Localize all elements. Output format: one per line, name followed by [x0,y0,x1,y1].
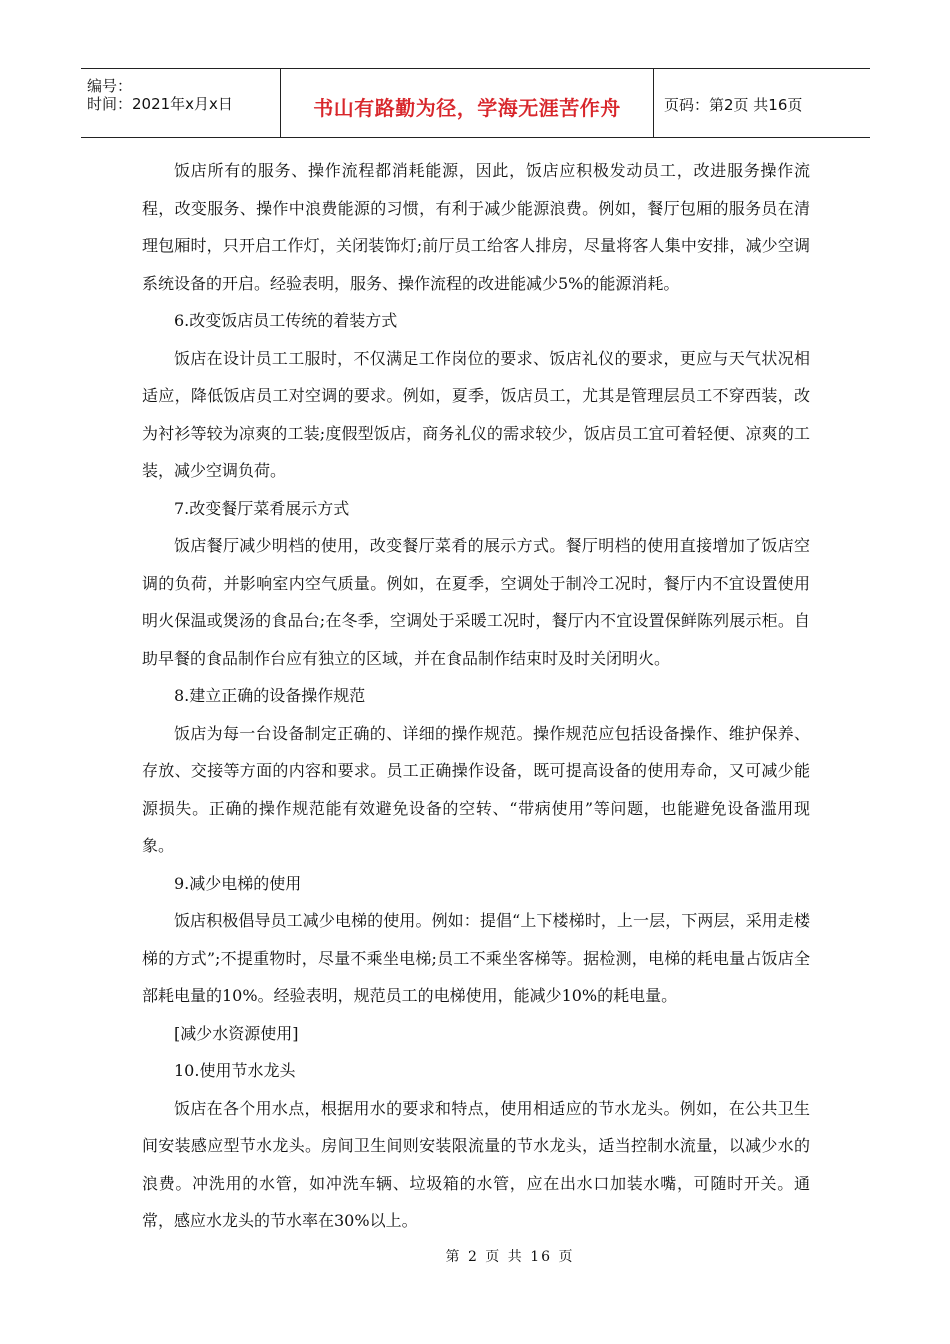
header-page-cell [654,69,870,137]
section-heading-6: 6.改变饭店员工传统的着装方式 [174,311,398,330]
page-footer: 第 2 页 共 16 页 [445,1249,575,1265]
document-body [142,152,810,1240]
paragraph: 饭店所有的服务、操作流程都消耗能源，因此，饭店应积极发动员工，改进服务操作流程，改变服务、操作中浪费能源的习惯，有利于减少能源浪费。例如，餐厅包厢的服务员在清理包厢时，只开启工作灯，关闭装饰灯;前厅员工给客人排房，尽量将客人集中安排，减少空调系统设备的开启。经验表明，服务、操作流程的改进能减少5%的能源消耗。 [142,161,810,293]
header-meta-cell [81,69,281,137]
paragraph: 饭店餐厅减少明档的使用，改变餐厅菜肴的展示方式。餐厅明档的使用直接增加了饭店空调的负荷，并影响室内空气质量。例如，在夏季，空调处于制冷工况时，餐厅内不宜设置使用明火保温或煲汤的食品台;在冬季，空调处于采暖工况时，餐厅内不宜设置保鲜陈列展示柜。自助早餐的食品制作台应有独立的区域，并在食品制作结束时及时关闭明火。 [142,536,810,668]
section-heading-9: 9.减少电梯的使用 [174,873,302,893]
paragraph: 饭店在各个用水点，根据用水的要求和特点，使用相适应的节水龙头。例如，在公共卫生间安装感应型节水龙头。房间卫生间则安装限流量的节水龙头，适当控制水流量，以减少水的浪费。冲洗用的水管，如冲洗车辆、垃圾箱的水管，应在出水口加装水嘴，可随时开关。通常，感应水龙头的节水率在30%以上。 [142,1098,810,1230]
header-page-info: 页码：第2页 共16页 [664,95,803,114]
paragraph: 饭店积极倡导员工减少电梯的使用。例如：提倡“上下楼梯时，上一层，下两层，采用走楼梯的方式”;不提重物时，尽量不乘坐电梯;员工不乘坐客梯等。据检测，电梯的耗电量占饭店全部耗电量的10%。经验表明，规范员工的电梯使用，能减少10%的耗电量。 [142,911,810,1005]
paragraph: 饭店在设计员工工服时，不仅满足工作岗位的要求、饭店礼仪的要求，更应与天气状况相适应，降低饭店员工对空调的要求。例如，夏季，饭店员工，尤其是管理层员工不穿西装，改为衬衫等较为凉爽的工装;度假型饭店，商务礼仪的需求较少，饭店员工宜可着轻便、凉爽的工装，减少空调负荷。 [142,348,810,480]
section-heading-10: 10.使用节水龙头 [174,1061,296,1080]
section-heading-7: 7.改变餐厅菜肴展示方式 [174,498,350,518]
document-number-label: 编号： [87,77,133,95]
section-category: [减少水资源使用] [174,1023,299,1043]
document-date: 时间：2021年x月x日 [87,95,233,113]
section-heading-8: 8.建立正确的设备操作规范 [174,686,366,705]
header-motto: 书山有路勤为径，学海无涯苦作舟 [313,95,621,120]
header-motto-cell [281,69,654,137]
paragraph: 饭店为每一台设备制定正确的、详细的操作规范。操作规范应包括设备操作、维护保养、存放、交接等方面的内容和要求。员工正确操作设备，既可提高设备的使用寿命，又可减少能源损失。正确的操作规范能有效避免设备的空转、“带病使用”等问题，也能避免设备滥用现象。 [142,723,810,855]
document-header [81,68,870,138]
